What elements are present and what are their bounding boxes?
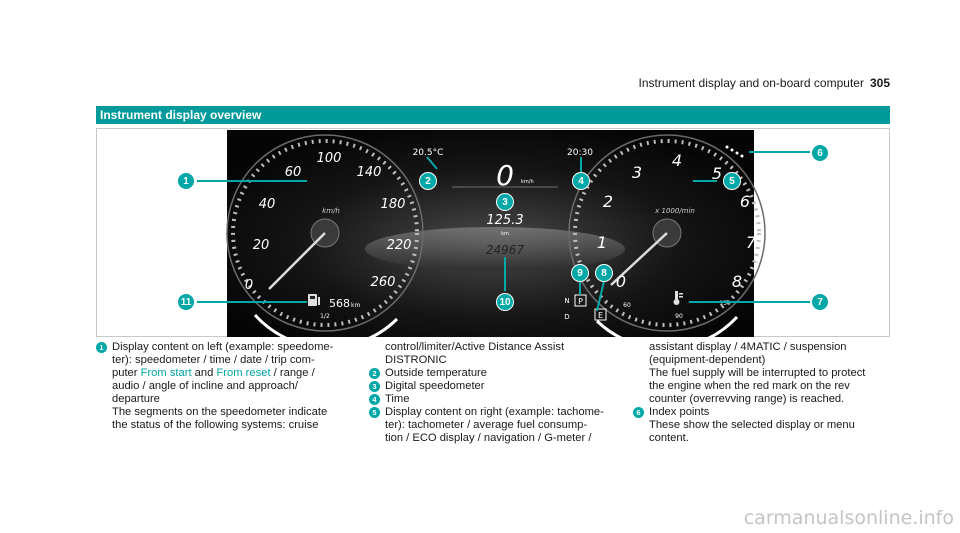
section-title: Instrument display overview [96, 106, 890, 124]
legend-text: ter): tachometer / average fuel consump- [385, 419, 588, 431]
legend-item-5-cont [633, 341, 893, 406]
callout-9: 9 [571, 264, 589, 282]
digital-speed-unit: km/h [521, 179, 534, 185]
legend-num-5: 5 [369, 407, 380, 418]
outside-temp: 20.5°C [412, 148, 444, 158]
legend-text: Digital speedometer [385, 380, 485, 392]
coolant-low: 60 [623, 302, 631, 309]
speed-tick-20: 20 [252, 238, 270, 253]
legend-text: assistant display / 4MATIC / suspension [649, 341, 847, 353]
legend-column-1 [96, 341, 371, 432]
legend-item-5 [369, 406, 639, 445]
speed-tick-60: 60 [284, 165, 302, 180]
gear-d: D [564, 313, 570, 321]
instrument-figure [96, 128, 890, 337]
speed-tick-180: 180 [380, 197, 406, 212]
gear-e: E [597, 311, 604, 320]
legend-text: The segments on the speedometer indicate [112, 406, 328, 418]
legend-item-3 [369, 380, 639, 393]
coolant-mid: 90 [675, 313, 683, 320]
legend-text: control/limiter/Active Distance Assist [385, 341, 565, 353]
tacho-tick-2: 2 [602, 192, 614, 211]
callout-6: 6 [811, 144, 829, 162]
coolant-high: 130 [719, 300, 731, 307]
speed-tick-0: 0 [244, 278, 254, 293]
legend-text: departure [112, 393, 160, 405]
legend-text: tion / ECO display / navigation / G-meter / [385, 432, 592, 444]
tacho-tick-3: 3 [631, 163, 643, 182]
gear-p: P [578, 297, 583, 306]
watermark: carmanualsonline.info [743, 507, 954, 529]
legend-item-4 [369, 393, 639, 406]
odometer: 24967 [485, 243, 525, 257]
callout-10: 10 [496, 293, 514, 311]
legend-text: Outside temperature [385, 367, 487, 379]
legend-item-1-cont [369, 341, 639, 367]
callout-11: 11 [177, 293, 195, 311]
legend-column-3 [633, 341, 893, 445]
legend-num-2: 2 [369, 368, 380, 379]
speed-tick-140: 140 [356, 165, 382, 180]
legend-text: Time [385, 393, 410, 405]
legend-text: the status of the following systems: cruise [112, 419, 319, 431]
legend-text: puter [112, 367, 141, 379]
legend-text: These show the selected display or menu [649, 419, 855, 431]
legend-item-2 [369, 367, 639, 380]
legend-item-6 [633, 406, 893, 445]
range-unit: km [351, 302, 361, 309]
legend-text [112, 367, 371, 380]
speed-unit: km/h [322, 207, 340, 215]
callout-7: 7 [811, 293, 829, 311]
legend-text: ter): speedometer / time / date / trip com- [112, 354, 315, 366]
legend-item-1 [96, 341, 371, 432]
callout-3: 3 [496, 193, 514, 211]
speed-tick-220: 220 [386, 238, 412, 253]
legend-text: audio / angle of incline and approach/ [112, 380, 298, 392]
speed-tick-100: 100 [316, 151, 342, 166]
clock-time: 20:30 [567, 148, 593, 158]
range-value: 568 [329, 297, 350, 310]
legend-text: Display content on right (example: tachome- [385, 406, 604, 418]
legend-column-2 [369, 341, 639, 445]
trip-value: 125.3 [486, 213, 524, 228]
gear-n: N [564, 297, 570, 305]
callout-2: 2 [419, 172, 437, 190]
callout-1: 1 [177, 172, 195, 190]
legend-text: DISTRONIC [385, 354, 447, 366]
trip-unit: km [501, 231, 509, 237]
legend-text: Display content on left (example: speedome- [112, 341, 334, 353]
legend-text: The fuel supply will be interrupted to protect [649, 367, 866, 379]
callout-8: 8 [595, 264, 613, 282]
legend-text: and [191, 367, 217, 379]
legend-num-1: 1 [96, 342, 107, 353]
fuel-half: 1/2 [320, 313, 330, 320]
tacho-tick-4: 4 [671, 151, 683, 170]
tacho-tick-8: 8 [731, 272, 743, 291]
legend-text: Index points [649, 406, 710, 418]
legend-num-4: 4 [369, 394, 380, 405]
tacho-unit: x 1000/min [655, 207, 695, 215]
tacho-tick-0: 0 [615, 272, 627, 291]
tacho-tick-7: 7 [745, 233, 757, 252]
legend-text: counter (overrevving range) is reached. [649, 393, 845, 405]
digital-speed: 0 [496, 159, 514, 192]
tacho-tick-5: 5 [711, 164, 723, 183]
speed-tick-260: 260 [370, 275, 396, 290]
legend-text: content. [649, 432, 689, 444]
tacho-tick-1: 1 [596, 233, 608, 252]
from-start-link[interactable]: From start [140, 367, 192, 379]
speed-tick-40: 40 [258, 197, 276, 212]
callout-5: 5 [723, 172, 741, 190]
page-number: 305 [869, 76, 890, 90]
legend-num-6: 6 [633, 407, 644, 418]
legend-text: (equipment-dependent) [649, 354, 766, 366]
running-head [639, 76, 891, 90]
callout-4: 4 [572, 172, 590, 190]
legend-text: the engine when the red mark on the rev [649, 380, 850, 392]
instrument-cluster-graphic [97, 129, 891, 338]
legend-num-3: 3 [369, 381, 380, 392]
running-head-title: Instrument display and on-board computer [638, 76, 864, 90]
tacho-tick-6: 6 [739, 192, 751, 211]
legend-text: / range / [270, 367, 315, 379]
from-reset-link[interactable]: From reset [216, 367, 271, 379]
